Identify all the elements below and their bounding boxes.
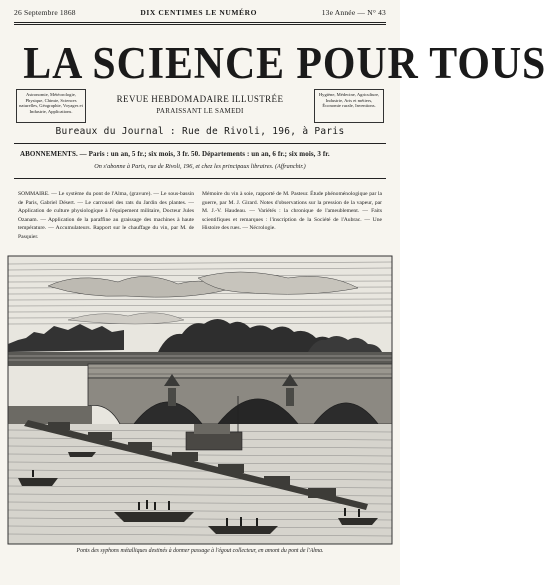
left-topics-box: Astronomie, Météorologie, Physique, Chimie, Sciences naturelles, Géographie, Voyages et Industrie, Applications. (16, 89, 86, 123)
summary-right-column: Mémoire du vin à soie, rapporté de M. Pasteur. Étude phénoménologique par la guerre, par M. J. Girard. Notes d'observations sur la pression de la vapeur, par M. J.-V. Haudeau. — Variétés : la chronique de l'ameublement. — Faits scientifiques et remarques : l'inscription de la Société de l'Aubrac. — Une Histoire des rues. — Nécrologie. (202, 191, 382, 232)
bridge (88, 364, 392, 424)
masthead-title: LA SCIENCE POUR TOUS (23, 38, 546, 88)
issue-price: DIX CENTIMES LE NUMÉRO (140, 8, 258, 17)
top-rule-thin (14, 24, 386, 25)
paraissant: PARAISSANT LE SAMEDI (156, 107, 244, 115)
right-topics-box: Hygiène, Médecine, Agriculture, Industrie, Arts et métiers, Économie rurale, Inventions. (314, 89, 384, 123)
rule-below-subscriptions (14, 178, 386, 179)
top-strip (14, 8, 386, 20)
summary-left-column: SOMMAIRE. — Le système du pont de l'Alma, (gravure). — Le sous-bassin de Paris, Gabriel Désert. — Le carrousel des rats du Jardin des plantes. — Application de culture physiologique à l'équipement militaire, Docteur Jules Ozanam. — Application de la paraffine au graissage des machines à haute température. — Accumulateurs. Rapport sur le chauffage du vin, par M. de Pasquier. (18, 191, 194, 240)
subscriptions-line: ABONNEMENTS. — Paris : un an, 5 fr.; six mois, 3 fr. 50. Départements : un an, 6 fr.; six mois, 3 fr. (20, 150, 330, 158)
issue-number: 13e Année — N° 43 (321, 8, 386, 17)
bureaux-line: Bureaux du Journal : Rue de Rivoli, 196, à Paris (55, 126, 345, 137)
illustration-caption: Ponts des syphons métalliques destinés à donner passage à l'égout collecteur, en amont du pont de l'Alma. (76, 548, 324, 554)
rule-above-subscriptions (14, 143, 386, 144)
subtitle: REVUE HEBDOMADAIRE ILLUSTRÉE (116, 94, 284, 104)
bridge-engraving (8, 256, 392, 544)
subscriptions-note: On s'abonne à Paris, rue de Rivoli, 196, et chez les principaux libraires. (Affranchir.) (94, 163, 306, 170)
issue-date: 26 Septembre 1868 (14, 8, 76, 17)
top-rule (14, 22, 386, 23)
